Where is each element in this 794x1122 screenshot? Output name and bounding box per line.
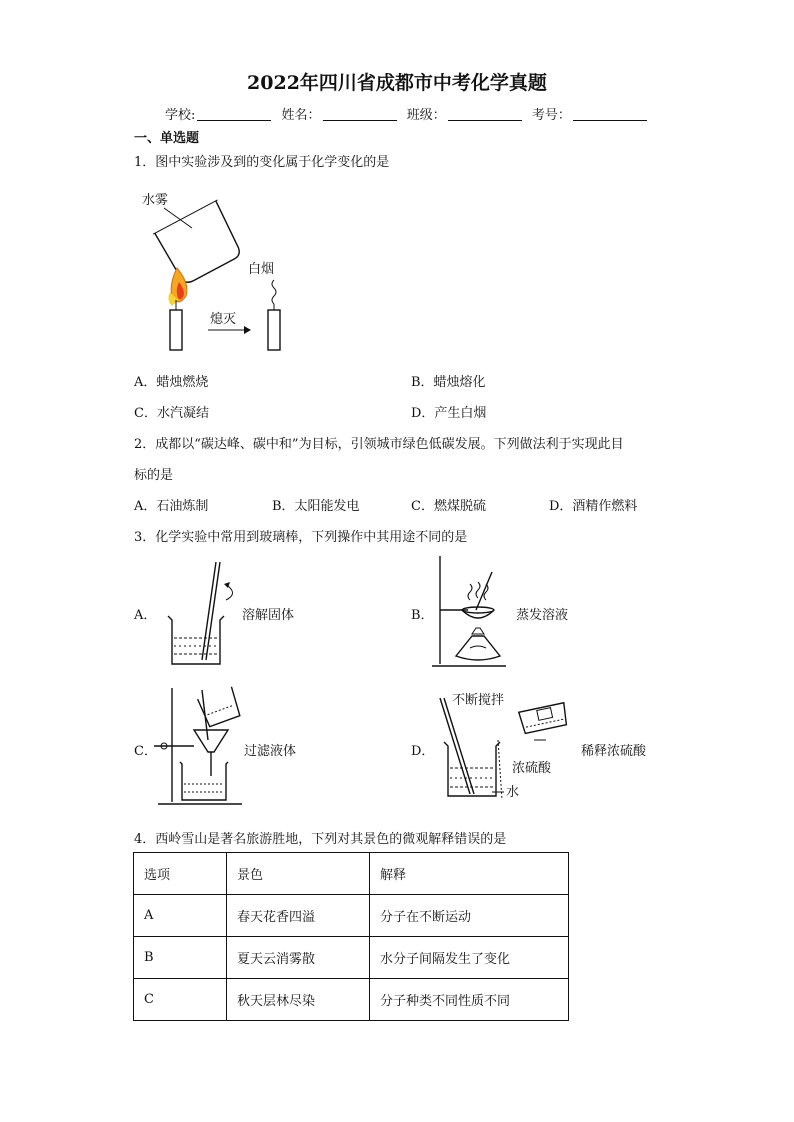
q3-option-a-label: 溶解固体 [242, 608, 295, 623]
q2-option-c[interactable]: C．燃煤脱硫 [411, 499, 486, 514]
q3-option-b-label: 蒸发溶液 [516, 608, 569, 623]
q3-option-d-label: 稀释浓硫酸 [581, 744, 647, 759]
q1-stem: 1．图中实验涉及到的变化属于化学变化的是 [134, 155, 390, 170]
table-cell: 秋天层林尽染 [227, 979, 370, 1021]
q3-option-c-label: 过滤液体 [244, 744, 297, 759]
q3d-water-label: 水 [506, 785, 520, 800]
q1-option-c[interactable]: C．水汽凝结 [134, 406, 209, 421]
q4-table [133, 852, 569, 1021]
student-info-line [165, 104, 653, 123]
table-cell: 春天花香四溢 [227, 895, 370, 937]
q1-option-b[interactable]: B．蜡烛熔化 [411, 375, 486, 390]
table-cell: 分子在不断运动 [370, 895, 569, 937]
q3-option-c-letter[interactable]: C． [134, 744, 157, 759]
q3-option-d-letter[interactable]: D． [411, 744, 435, 759]
class-blank[interactable] [448, 120, 522, 121]
q4-stem: 4．西岭雪山是著名旅游胜地，下列对其景色的微观解释错误的是 [134, 832, 507, 847]
section-heading: 一、单选题 [134, 131, 200, 146]
q3-option-b-letter[interactable]: B． [411, 608, 434, 623]
name-blank[interactable] [323, 120, 397, 121]
q3a-dissolve-figure [160, 556, 240, 672]
q1-mist-label: 水雾 [142, 193, 169, 208]
school-blank[interactable] [197, 120, 271, 121]
table-cell: B [134, 937, 227, 979]
table-header-cell: 选项 [134, 853, 227, 895]
q3b-evaporate-figure [432, 552, 512, 672]
q1-extinguish-label: 熄灭 [210, 312, 237, 327]
q3-stem: 3．化学实验中常用到玻璃棒，下列操作中其用途不同的是 [134, 530, 468, 545]
q1-candle-figure [134, 188, 314, 358]
q3-option-a-letter[interactable]: A． [134, 608, 157, 623]
q3c-filter-figure [150, 686, 250, 810]
table-header-row [134, 853, 569, 895]
table-row [134, 979, 569, 1021]
table-header-cell: 景色 [227, 853, 370, 895]
table-cell: 夏天云消雾散 [227, 937, 370, 979]
table-row [134, 895, 569, 937]
number-label: 考号： [531, 108, 571, 123]
page-title: 2022年四川省成都市中考化学真题 [247, 72, 547, 94]
q3d-acid-label: 浓硫酸 [512, 761, 552, 776]
q1-option-d[interactable]: D．产生白烟 [411, 406, 487, 421]
q3d-stir-label: 不断搅拌 [452, 693, 505, 708]
q3d-dilute-acid-figure [430, 690, 578, 802]
name-label: 姓名： [281, 108, 321, 123]
table-cell: 水分子间隔发生了变化 [370, 937, 569, 979]
q2-stem-line2: 标的是 [134, 468, 174, 483]
school-label: 学校: [165, 108, 196, 123]
q2-option-a[interactable]: A．石油炼制 [134, 499, 209, 514]
table-row [134, 937, 569, 979]
q2-stem-line1: 2．成都以“碳达峰、碳中和”为目标，引领城市绿色低碳发展。下列做法利于实现此目 [134, 437, 624, 452]
q2-option-d[interactable]: D．酒精作燃料 [549, 499, 638, 514]
number-blank[interactable] [573, 120, 647, 121]
table-cell: 分子种类不同性质不同 [370, 979, 569, 1021]
q1-smoke-label: 白烟 [248, 262, 275, 277]
table-header-cell: 解释 [370, 853, 569, 895]
class-label: 班级： [406, 108, 446, 123]
table-cell: A [134, 895, 227, 937]
q2-option-b[interactable]: B．太阳能发电 [272, 499, 360, 514]
q1-option-a[interactable]: A．蜡烛燃烧 [134, 375, 209, 390]
table-cell: C [134, 979, 227, 1021]
